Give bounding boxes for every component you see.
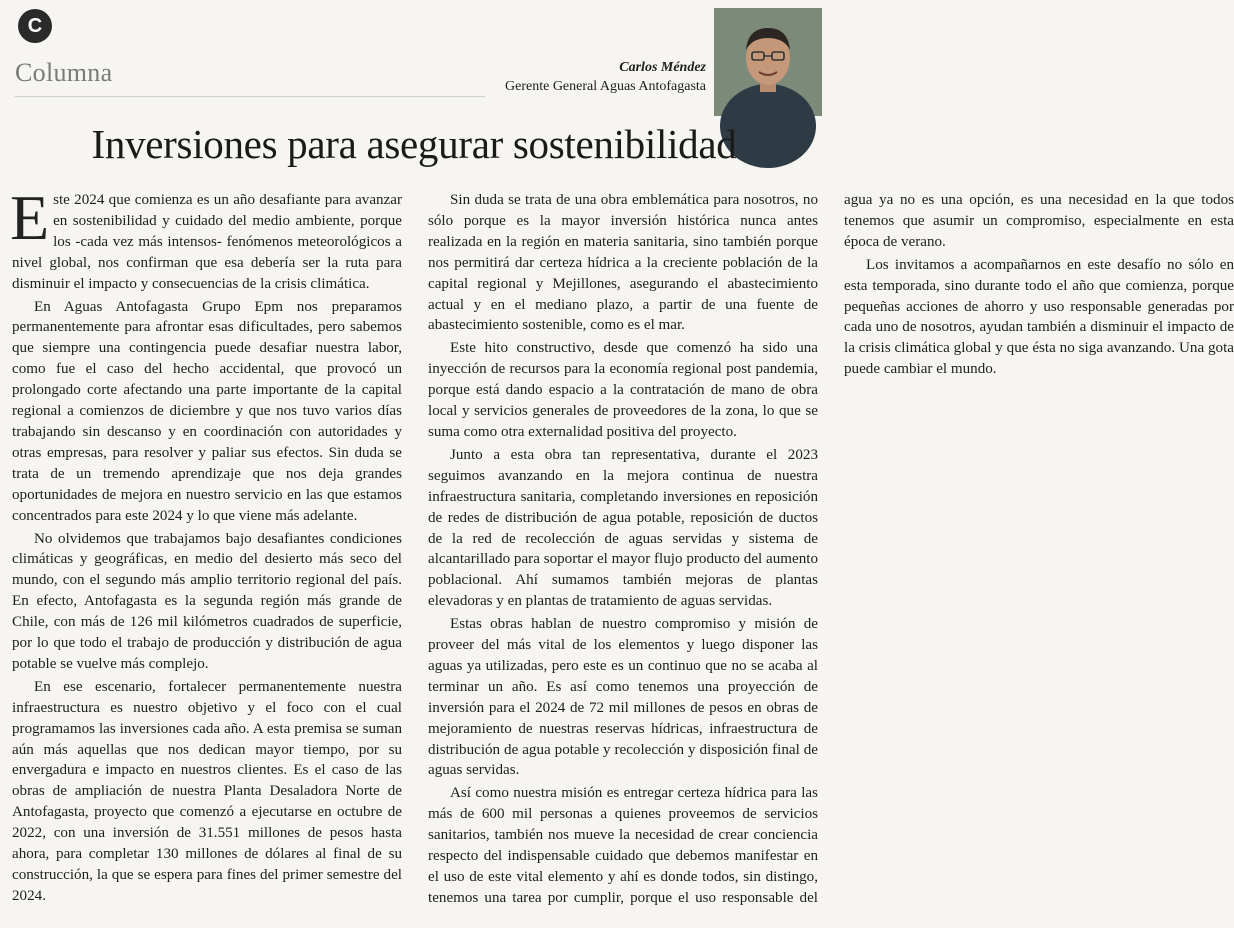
article-title: Inversiones para asegurar sostenibilidad <box>91 121 737 167</box>
article-paragraph: Sin duda se trata de una obra emblemática para nosotros, no sólo porque es la mayor inversión histórica nunca antes realizada en la región en materia sanitaria, sino también porque nos permitirá dar certeza hídrica a la creciente población de la capital regional y Mejillones, asegurando el abastecimiento actual y en el mediano plazo, a partir de una fuente de abastecimiento sostenible, como es el mar. <box>428 192 818 334</box>
section-divider <box>15 96 485 97</box>
article-paragraph: Junto a esta obra tan representativa, durante el 2023 seguimos avanzando en la mejora continua de nuestra infraestructura sanitaria, completando inversiones en reposición de redes de distribución de agua potable, reposición de ductos de la red de recolección de aguas servidas y sistema de alcantarillado para soportar el mayor flujo producto del aumento poblacional. Ahí sumamos también mejoras de plantas elevadoras y en plantas de tratamiento de aguas servidas. <box>428 446 818 610</box>
section-badge: C <box>18 9 52 43</box>
article-paragraph: Este hito constructivo, desde que comenzó ha sido una inyección de recursos para la economía regional post pandemia, porque está dando espacio a la contratación de mano de obra local y servicios generales de proveedores de la zona, lo que se suma como otra externalidad positiva del proyecto. <box>428 340 818 440</box>
author-block <box>505 58 706 96</box>
author-name: Carlos Méndez <box>619 60 706 75</box>
article-paragraph: Los invitamos a acompañarnos en este desafío no sólo en esta temporada, sino durante todo el año que comienza, porque pequeñas acciones de ahorro y uso responsable generadas por cada uno de nosotros, ayudan también a disminuir el impacto de la crisis climática global y que ésta no siga avanzando. Una gota puede cambiar el mundo. <box>844 256 1234 378</box>
drop-cap: E <box>10 182 50 253</box>
section-label: Columna <box>15 58 113 87</box>
article-paragraph: En Aguas Antofagasta Grupo Epm nos preparamos permanentemente para afrontar esas dificultades, pero sabemos que siempre una contingencia puede desafiar nuestra labor, como fue el caso del hecho accidental, que provocó un prolongado corte afectando una parte importante de la capital regional a comienzos de diciembre y que nos tuvo varios días trabajando sin descanso y en coordinación con autoridades y otras empresas, para resolver y paliar sus efectos. Sin duda se trata de un tremendo aprendizaje que nos deja grandes oportunidades de mejora en nuestro servicio en las que estamos concentrados para este 2024 y lo que viene más adelante. <box>12 298 402 524</box>
article-paragraph: No olvidemos que trabajamos bajo desafiantes condiciones climáticas y geográficas, en medio del desierto más seco del mundo, con el segundo más amplio territorio regional del país. En efecto, Antofagasta es la segunda región más grande de Chile, con más de 126 mil kilómetros cuadrados de superficie, por lo que todo el trabajo de producción y distribución de agua potable se vuelve más complejo. <box>12 530 402 672</box>
author-role: Gerente General Aguas Antofagasta <box>505 79 706 94</box>
article-paragraph: Así como nuestra misión es entregar certeza hídrica para las más de 600 mil personas a quienes proveemos de servicios sanitarios, también nos mueve la necesidad de crear conciencia respecto del indispensable cuidado que debemos manifestar en el uso de este vital elemento y ahí es donde todos, sin distingo, tenemos una tarea por cumplir, porque el uso responsable del agua ya no es una opción, es una necesidad en la que todos tenemos que asumir un compromiso, especialmente en esta época de verano. <box>428 192 1234 906</box>
article-body <box>10 182 1234 926</box>
article-paragraph: Este 2024 que comienza es un año desafiante para avanzar en sostenibilidad y cuidado del medio ambiente, porque los -cada vez más intensos- fenómenos meteorológicos a nivel global, nos confirman que esa debería ser la ruta para disminuir el impacto y consecuencias de la crisis climática. <box>10 182 402 292</box>
article-paragraph: En ese escenario, fortalecer permanentemente nuestra infraestructura es nuestro objetivo y el foco con el cual programamos las inversiones cada año. A esta premisa se suman aún más aquellas que nos dedican mayor tiempo, por su envergadura e impacto en nuestros clientes. Es el caso de las obras de ampliación de nuestra Planta Desaladora Norte de Antofagasta, proyecto que comenzó a ejecutarse en octubre de 2022, con una inversión de 31.551 millones de pesos hasta ahora, para completar 130 millones de dólares al final de su construcción, la que se espera para fines del primer semestre del 2024. <box>12 678 402 904</box>
author-photo <box>714 8 822 116</box>
article-paragraph: Estas obras hablan de nuestro compromiso y misión de proveer del más vital de los elementos y luego disponer las aguas ya utilizadas, pero este es un continuo que no se acaba al terminar un año. Es así como tenemos una proyección de inversión para el 2024 de 72 mil millones de pesos en obras de mejoramiento de nuestras reservas hídricas, infraestructura de distribución de agua potable y recolección y disposición final de aguas servidas. <box>428 616 818 779</box>
